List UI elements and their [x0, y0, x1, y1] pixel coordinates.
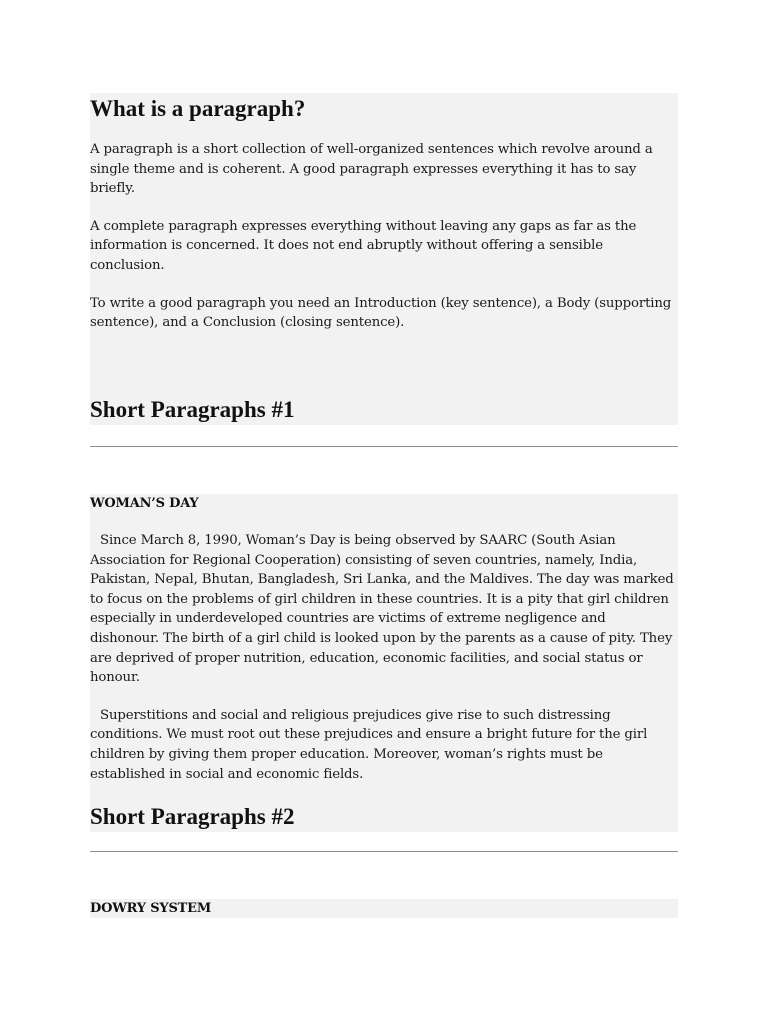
womans-day-paragraph-1: Since March 8, 1990, Woman’s Day is being observed by SAARC (South Asian Association for Regional Cooperation) consisting of seven countries, namely, India, Pakistan, Nepal, Bhutan, Bangladesh, Sri Lanka, and the Maldives. The day was marked to focus on the problems of girl children in these countries. It is a pity that girl children especially in underdeveloped countries are victims of extreme negligence and dishonour. The birth of a girl child is looked upon by the parents as a cause of pity. They are deprived of proper nutrition, education, economic facilities, and social status or honour. — [90, 533, 674, 686]
dowry-system-section — [90, 899, 678, 918]
womans-day-section — [90, 494, 678, 832]
section-divider-2 — [90, 851, 678, 852]
intro-title: What is a paragraph? — [90, 96, 306, 121]
intro-paragraph-3: To write a good paragraph you need an Introduction (key sentence), a Body (supporting sentence), and a Conclusion (closing sentence). — [90, 295, 672, 331]
womans-day-subheading: WOMAN’S DAY — [90, 496, 199, 511]
womans-day-paragraph-2: Superstitions and social and religious prejudices give rise to such distressing conditions. We must root out these prejudices and ensure a bright future for the girl children by giving them proper education. Moreover, woman’s rights must be established in social and economic fields. — [90, 707, 648, 782]
short-paragraphs-2-heading: Short Paragraphs #2 — [90, 804, 295, 829]
section-divider-1 — [90, 446, 678, 447]
short-paragraphs-1-heading: Short Paragraphs #1 — [90, 397, 295, 422]
dowry-system-subheading: DOWRY SYSTEM — [90, 901, 212, 916]
intro-paragraph-2: A complete paragraph expresses everything without leaving any gaps as far as the information is concerned. It does not end abruptly without offering a sensible conclusion. — [90, 218, 637, 273]
intro-section — [90, 93, 678, 425]
intro-paragraph-1: A paragraph is a short collection of well-organized sentences which revolve around a single theme and is coherent. A good paragraph expresses everything it has to say briefly. — [90, 142, 653, 197]
